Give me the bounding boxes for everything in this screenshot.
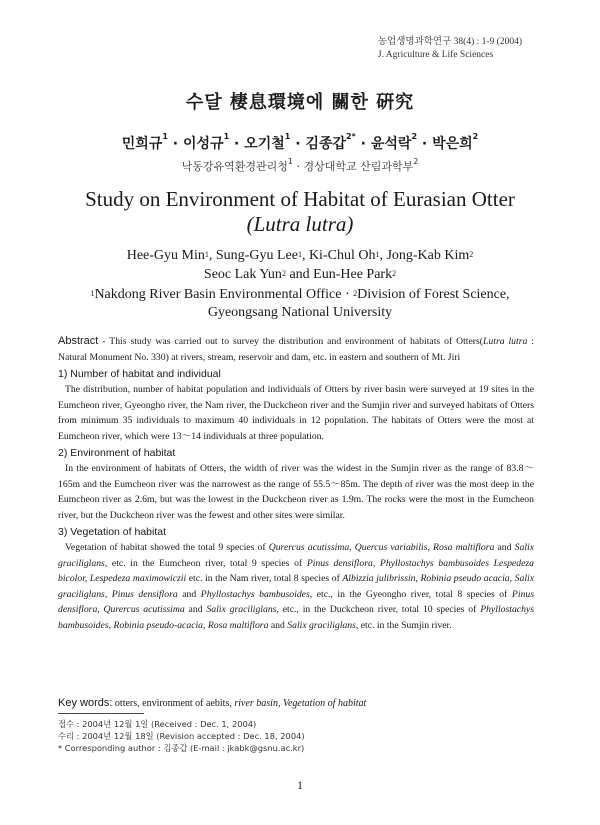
korean-author-sup: 1	[223, 132, 230, 141]
vegetation-text: and	[184, 604, 207, 615]
species-name: Phyllostachys bambusoides	[200, 588, 310, 600]
english-author-separator: ,	[379, 248, 387, 263]
affil-nakdong: Nakdong River Basin Environmental Office	[94, 287, 342, 302]
korean-author-name: 민희규	[121, 136, 163, 152]
korean-author-separator: ·	[355, 136, 371, 152]
species-name: Salix graciliglans	[206, 604, 277, 615]
vegetation-text: and	[494, 542, 515, 553]
vegetation-text: and	[177, 588, 201, 600]
journal-citation: 농업생명과학연구 38(4) : 1-9 (2004)	[377, 37, 522, 47]
affil-sup-2: 2	[353, 289, 358, 298]
affil-sep: ·	[341, 287, 354, 302]
page-number: 1	[297, 778, 303, 792]
affil-sup-1: 1	[90, 289, 95, 298]
abstract-species: Lutra lutra	[483, 336, 528, 347]
species-name: Phyllostachys bambusoides, Robinia pseudo-acacia, Rosa maltiflora	[58, 604, 535, 631]
korean-author-separator: ·	[167, 136, 183, 152]
keywords	[58, 697, 534, 709]
abstract-body	[58, 334, 534, 633]
korean-author-separator: ·	[417, 136, 433, 152]
english-author-sup: 1	[375, 250, 380, 259]
english-title-species: (Lutra lutra)	[246, 212, 354, 236]
korean-author-separator: ·	[229, 136, 245, 152]
section-2-heading: 2) Environment of habitat	[58, 447, 176, 459]
english-author-separator: ,	[208, 248, 216, 263]
korean-author-sup: 1	[162, 132, 168, 141]
english-authors-line1	[0, 246, 600, 265]
vegetation-text: , etc., in the Duckcheon river, total 10 species of	[276, 604, 481, 615]
english-authors-line2	[0, 265, 600, 284]
korean-author-separator: ·	[290, 136, 306, 152]
korean-author-sup: 2	[472, 132, 479, 141]
korean-author-sup: 2	[411, 132, 418, 141]
english-author-sup: 1	[297, 250, 302, 259]
korean-affil-1: 낙동강유역환경관리청	[181, 160, 288, 173]
author-yun-sup: 2	[281, 269, 286, 278]
footnote-received: 접수 : 2004년 12월 1일 (Received : Dec. 1, 2004)	[58, 719, 257, 729]
korean-authors	[0, 133, 600, 153]
species-name: Salix graciliglans	[58, 542, 534, 569]
section-1-text: The distribution, number of habitat population and individuals of Otters by river basin were surveyed at 19 sites in the Eumcheon river, Gyeongho river, the Nam river, the Duckcheon river and the Sumjin river and surveyed habitats of Otters from minimum 35 individuals to maximum 40 individuals in 12 population. The habitats of Otters were the most at Eumcheon river, which were 13～14 individuals at three population.	[58, 384, 534, 442]
abstract-intro	[58, 334, 534, 365]
korean-affil-2-sup: 2	[413, 157, 419, 166]
korean-author-name: 이성규	[182, 136, 224, 152]
english-author-separator: ,	[301, 248, 309, 263]
section-3-text	[58, 540, 534, 633]
korean-affiliations	[0, 158, 600, 174]
english-author-name: Ki-Chul Oh	[308, 248, 376, 263]
section-3-heading: 3) Vegetation of habitat	[58, 526, 166, 538]
journal-name: J. Agriculture & Life Sciences	[377, 50, 494, 60]
species-name: Pinus densiflora, Phyllostachys bambusoides Lespedeza bicolor, Lespedeza maximowiczii	[58, 557, 534, 584]
species-name: Salix graciliglans	[287, 619, 356, 631]
keywords-plain: otters, environment of aebits,	[112, 698, 235, 709]
journal-header	[378, 36, 522, 62]
author-park-sup: 2	[392, 269, 397, 278]
korean-author-name: 오기철	[244, 136, 285, 152]
korean-affil-sep: ·	[293, 160, 304, 173]
english-author-sup: 2	[469, 250, 474, 259]
korean-affil-2: 경상대학교 산림과학부	[303, 160, 414, 173]
korean-author-name: 윤석락	[370, 136, 412, 152]
affil-forest: Division of Forest Science,	[357, 287, 510, 302]
korean-author-sup: 2*	[346, 132, 356, 141]
species-name: Qurercus acutissima, Quercus variabilis, Rosa maltiflora	[268, 542, 495, 553]
keywords-italic: river basin, Vegetation of habitat	[234, 698, 367, 709]
footnote-divider	[58, 713, 144, 714]
author-yun: Seoc Lak Yun	[203, 267, 282, 282]
abstract-text-pre: This study was carried out to survey the distribution and environment of habitats of Otters(	[109, 336, 484, 347]
korean-author-sup: 1	[284, 132, 291, 141]
vegetation-text: Vegetation of habitat showed the total 9 species of	[65, 542, 269, 553]
english-title-line1: Study on Environment of Habitat of Eurasian Otter	[85, 187, 515, 211]
vegetation-text: , etc. in the Sumjin river.	[355, 619, 452, 631]
english-affiliations	[0, 286, 600, 322]
abstract-label: Abstract	[58, 335, 99, 347]
english-author-name: Hee-Gyu Min	[126, 248, 205, 263]
english-affil-line2: Gyeongsang National University	[207, 305, 393, 320]
korean-affil-1-sup: 1	[287, 157, 293, 166]
vegetation-text: , etc., in the Gyeongho river, total 8 species of	[309, 588, 512, 600]
english-author-name: Sung-Gyu Lee	[215, 248, 298, 263]
vegetation-text: and	[268, 619, 288, 631]
english-author-name: Jong-Kab Kim	[386, 248, 470, 263]
abstract-text-post: : Natural Monument No. 330) at rivers, stream, reservoir and dam, etc. in eastern and southern of Mt. Jiri	[58, 336, 534, 363]
english-affil-line1	[0, 286, 600, 304]
species-name: Pinus densiflora, Qurercus acutissima	[58, 588, 534, 615]
keywords-label: Key words:	[58, 697, 113, 709]
author-and: and	[285, 267, 314, 282]
korean-author-name: 박은희	[432, 136, 473, 152]
footnotes	[58, 718, 305, 754]
korean-title: 수달 棲息環境에 關한 硏究	[185, 92, 415, 113]
vegetation-text: , etc. in the Eumcheon river, total 9 species of	[104, 557, 307, 569]
section-2-text: In the environment of habitats of Otters, the width of river was the widest in the Sumjin river as the range of 83.8～165m and the Eumcheon river was the narrowest as the range of 55.5～85m. The depth of river was the most deep in the Eumcheon river as 2.6m, but was the lowest in the Duckcheon river as 1.9m. The rocks were the most in the Eumcheon river, but the Duckcheon river was the fewest and other sites were similar.	[58, 463, 534, 521]
english-title	[0, 187, 600, 237]
english-authors	[0, 246, 600, 284]
korean-author-name: 김종갑	[305, 136, 347, 152]
footnote-revised: 수리 : 2004년 12월 18일 (Revision accepted : Dec. 18, 2004)	[58, 731, 305, 741]
section-1-heading: 1) Number of habitat and individual	[58, 368, 221, 380]
abstract-dash: -	[98, 336, 110, 347]
author-park: Eun-Hee Park	[313, 267, 393, 282]
species-name: Albizzia julibrissin, Robinia pseudo acacia, Salix graciliglans, Pinus densiflora	[58, 573, 535, 600]
footnote-corresponding: * Corresponding author : 김종갑 (E-mail : jkabk@gsnu.ac.kr)	[58, 743, 305, 753]
vegetation-text: etc. in the Nam river, total 8 species of	[186, 573, 343, 584]
english-author-sup: 1	[204, 250, 209, 259]
